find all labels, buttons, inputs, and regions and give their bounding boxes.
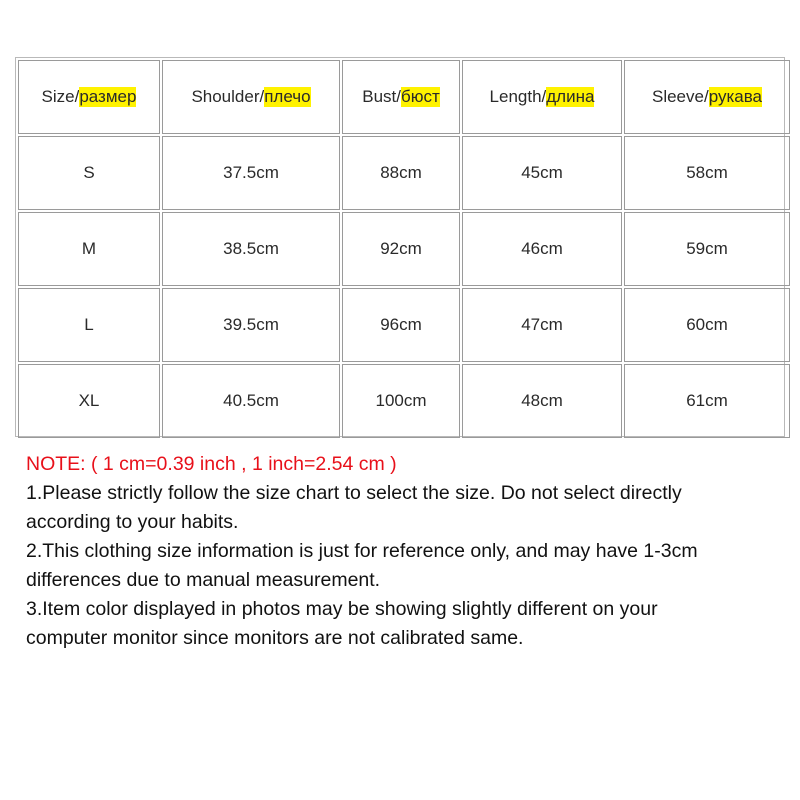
note-3-line-2: computer monitor since monitors are not calibrated same. xyxy=(26,627,524,649)
size-notes xyxy=(26,450,786,653)
table-cell-length: 45cm xyxy=(462,136,622,210)
table-cell-bust: 88cm xyxy=(342,136,460,210)
header-sleeve-en: Sleeve/ xyxy=(651,87,709,106)
conversion-note: NOTE: ( 1 cm=0.39 inch , 1 inch=2.54 cm ) xyxy=(26,453,397,475)
table-cell-shoulder: 37.5cm xyxy=(162,136,340,210)
table-cell-size: XL xyxy=(18,364,160,438)
table-cell-bust: 96cm xyxy=(342,288,460,362)
header-sleeve xyxy=(624,60,790,134)
table-cell-length: 46cm xyxy=(462,212,622,286)
table-cell-sleeve: 60cm xyxy=(624,288,790,362)
header-size-en: Size/ xyxy=(41,87,80,106)
size-chart-grid xyxy=(18,60,782,434)
header-bust-en: Bust/ xyxy=(362,87,401,106)
table-cell-length: 48cm xyxy=(462,364,622,438)
header-shoulder xyxy=(162,60,340,134)
note-3-line-1: 3.Item color displayed in photos may be showing slightly different on your xyxy=(26,598,658,620)
header-shoulder-ru: плечо xyxy=(264,87,311,106)
table-cell-sleeve: 61cm xyxy=(624,364,790,438)
table-cell-sleeve: 59cm xyxy=(624,212,790,286)
table-cell-length: 47cm xyxy=(462,288,622,362)
size-chart-table xyxy=(15,57,785,437)
note-2-line-1: 2.This clothing size information is just for reference only, and may have 1-3cm xyxy=(26,540,698,562)
table-cell-size: S xyxy=(18,136,160,210)
table-cell-shoulder: 39.5cm xyxy=(162,288,340,362)
header-length-ru: длина xyxy=(546,87,595,106)
table-cell-size: L xyxy=(18,288,160,362)
table-cell-sleeve: 58cm xyxy=(624,136,790,210)
table-cell-bust: 92cm xyxy=(342,212,460,286)
header-length-en: Length/ xyxy=(489,87,547,106)
header-bust xyxy=(342,60,460,134)
header-size-ru: размер xyxy=(79,87,137,106)
header-shoulder-en: Shoulder/ xyxy=(191,87,265,106)
table-cell-shoulder: 38.5cm xyxy=(162,212,340,286)
header-length xyxy=(462,60,622,134)
header-size xyxy=(18,60,160,134)
table-cell-shoulder: 40.5cm xyxy=(162,364,340,438)
header-sleeve-ru: рукава xyxy=(708,87,763,106)
header-bust-ru: бюст xyxy=(400,87,440,106)
note-1-line-2: according to your habits. xyxy=(26,511,239,533)
note-2-line-2: differences due to manual measurement. xyxy=(26,569,381,591)
table-cell-bust: 100cm xyxy=(342,364,460,438)
table-cell-size: M xyxy=(18,212,160,286)
note-1-line-1: 1.Please strictly follow the size chart to select the size. Do not select directly xyxy=(26,482,682,504)
